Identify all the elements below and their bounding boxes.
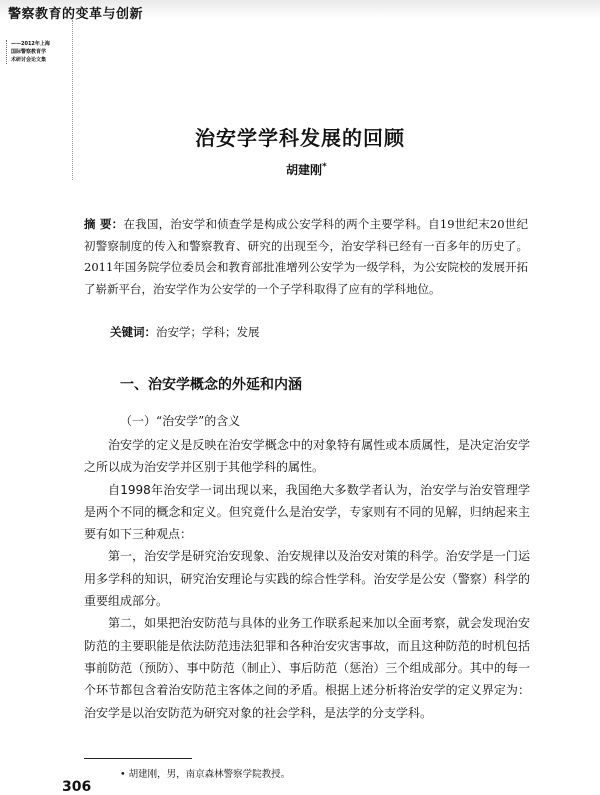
- keywords-text: 治安学；学科；发展: [156, 325, 260, 339]
- author-name: 胡建刚: [286, 163, 323, 177]
- author: [286, 161, 327, 178]
- series-title: 警察教育的变革与创新: [8, 7, 144, 22]
- series-badge: [6, 40, 79, 64]
- article-title: 治安学学科发展的回顾: [195, 126, 405, 150]
- keywords-label: 关键词：: [110, 325, 156, 339]
- paragraph: 自1998年治安学一词出现以来，我国绝大多数学者认为，治安学与治安管理学是两个不同的概念和定义。但究竟什么是治安学，专家则有不同的见解，归纳起来主要有如下三种观点：: [84, 482, 530, 542]
- keywords: [110, 322, 260, 342]
- badge-line: 术研讨会论文集: [11, 57, 47, 63]
- author-footnote-mark: *: [322, 162, 327, 172]
- abstract: [84, 214, 528, 300]
- badge-line: 国际警察教育学: [11, 49, 47, 55]
- subsection-heading: （一）“治安学”的含义: [120, 414, 241, 428]
- abstract-label: 摘 要：: [84, 217, 124, 231]
- abstract-text: 在我国，治安学和侦查学是构成公安学科的两个主要学科。自19世纪末20世纪初警察制度的传入和警察教育、研究的出现至今，治安学科已经有一百多年的历史了。2011年国务院学位委员会和教育部批准增列公安学为一级学科，为公安院校的发展开拓了崭新平台，治安学作为公安学的一个子学科取得了应有的学科地位。: [84, 217, 528, 296]
- paragraph: 第一，治安学是研究治安现象、治安规律以及治安对策的科学。治安学是一门运用多学科的知识，研究治安理论与实践的综合性学科。治安学是公安（警察）科学的重要组成部分。: [84, 549, 530, 609]
- paragraph: 治安学的定义是反映在治安学概念中的对象特有属性或本质属性，是决定治安学之所以成为治安学并区别于其他学科的属性。: [84, 438, 530, 475]
- badge-line: ——2012年上海: [11, 41, 50, 47]
- body-text: [84, 434, 530, 724]
- section-heading: 一、治安学概念的外延和内涵: [120, 377, 302, 393]
- footnote-rule: [84, 758, 192, 759]
- page-number: 306: [62, 779, 92, 795]
- paragraph: 第二，如果把治安防范与具体的业务工作联系起来加以全面考察，就会发现治安防范的主要职能是依法防范违法犯罪和各种治安灾害事故，而且这种防范的时机包括事前防范（预防）、事中防范（制止）、事后防范（惩治）三个组成部分。其中的每一个环节都包含着治安防范主客体之间的矛盾。根据上述分析将治安学的定义界定为：治安学是以治安防范为研究对象的社会学科，是法学的分支学科。: [84, 616, 530, 720]
- footnote: • 胡建刚，男，南京森林警察学院教授。: [120, 769, 291, 780]
